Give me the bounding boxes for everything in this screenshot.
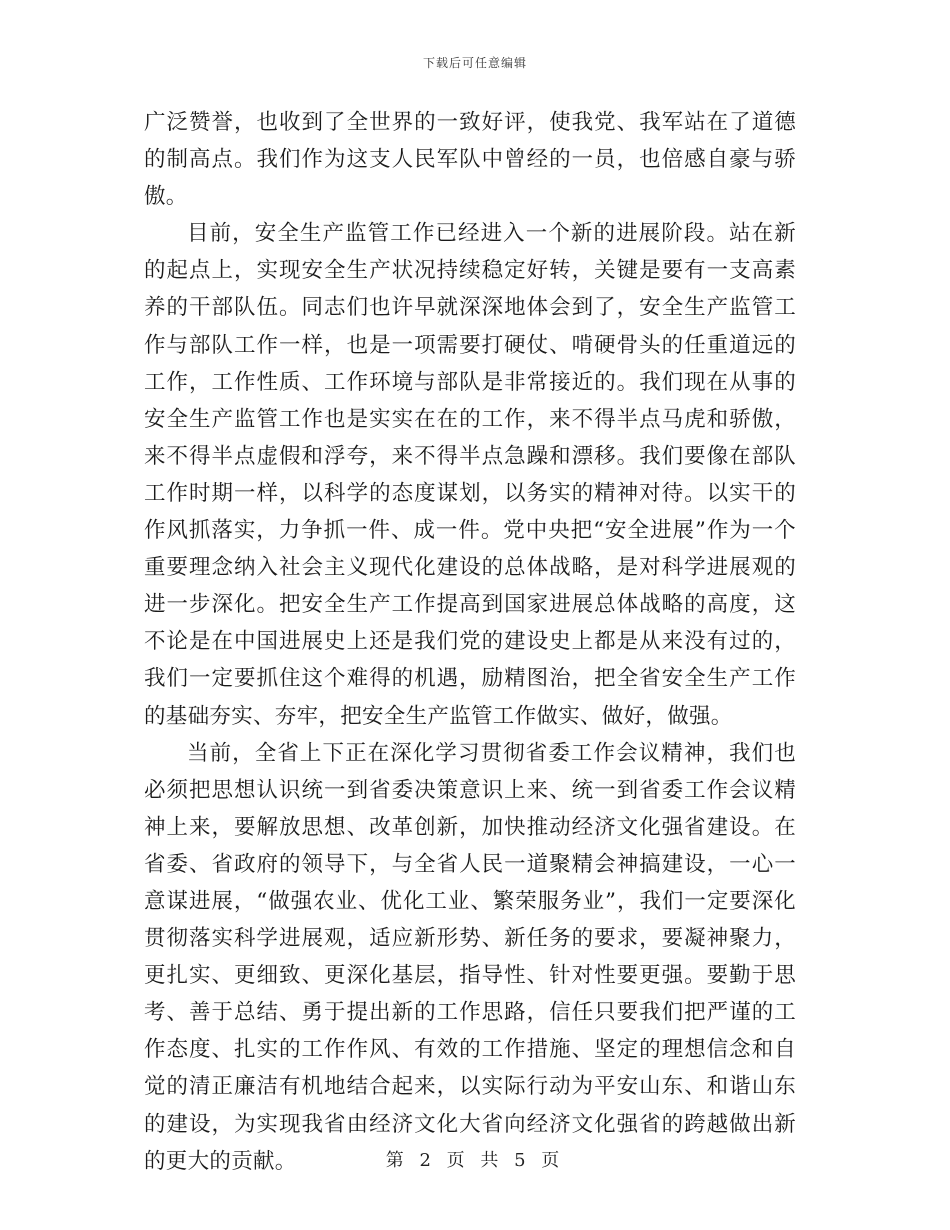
paragraph-current-tasks: 当前，全省上下正在深化学习贯彻省委工作会议精神，我们也必须把思想认识统一到省委决策意识上来、统一到省委工作会议精神上来，要解放思想、改革创新，加快推动经济文化强省建设。在省委、省政府的领导下，与全省人民一道聚精会神搞建设，一心一意谋进展，“做强农业、优化工业、繁荣服务业”，我们一定要深化贯彻落实科学进展观，适应新形势、新任务的要求，要凝神聚力，更扎实、更细致、更深化基层，指导性、针对性要更强。要勤于思考、善于总结、勇于提出新的工作思路，信任只要我们把严谨的工作态度、扎实的工作作风、有效的工作措施、坚定的理想信念和自觉的清正廉洁有机地结合起来，以实际行动为平安山东、和谐山东的建设，为实现我省由经济文化大省向经济文化强省的跨越做出新的更大的贡献。 bbox=[144, 740, 796, 1174]
paragraph-continued: 广泛赞誉，也收到了全世界的一致好评，使我党、我军站在了道德的制高点。我们作为这支人民军队中曾经的一员，也倍感自豪与骄傲。 bbox=[144, 110, 796, 210]
paragraph-safety-supervision: 目前，安全生产监管工作已经进入一个新的进展阶段。站在新的起点上，实现安全生产状况持续稳定好转，关键是要有一支高素养的干部队伍。同志们也许早就深深地体会到了，安全生产监管工作与部队工作一样，也是一项需要打硬仗、啃硬骨头的任重道远的工作，工作性质、工作环境与部队是非常接近的。我们现在从事的安全生产监管工作也是实实在在的工作，来不得半点马虎和骄傲，来不得半点虚假和浮夸，来不得半点急躁和漂移。我们要像在部队工作时期一样，以科学的态度谋划，以务实的精神对待。以实干的作风抓落实，力争抓一件、成一件。党中央把“安全进展”作为一个重要理念纳入社会主义现代化建设的总体战略，是对科学进展观的进一步深化。把安全生产工作提高到国家进展总体战略的高度，这不论是在中国进展史上还是我们党的建设史上都是从来没有过的，我们一定要抓住这个难得的机遇，励精图治，把全省安全生产工作的基础夯实、夯牢，把安全生产监管工作做实、做好，做强。 bbox=[144, 221, 796, 729]
page-number: 第 2 页 共 5 页 bbox=[385, 1150, 565, 1171]
document-body bbox=[144, 104, 796, 1180]
page-header: 下载后可任意编辑 bbox=[422, 56, 527, 70]
